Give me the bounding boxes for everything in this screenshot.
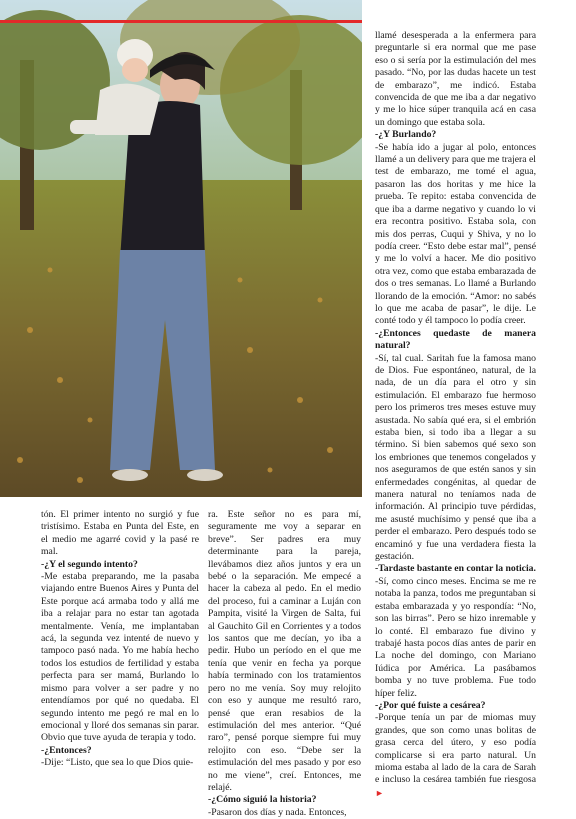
question-heading: -Tardaste bastante en contar la noticia.	[375, 563, 536, 575]
question-heading: -¿Cómo siguió la historia?	[208, 794, 317, 806]
paragraph: -Dije: “Listo, que sea lo que Dios quie-	[41, 757, 194, 769]
hero-photo	[0, 0, 362, 497]
paragraph	[375, 712, 536, 800]
paragraph: -Me estaba preparando, me la pasaba viajando entre Buenos Aires y Punta del Este porque acá armaba todo y allá me iba a relajar para no estar tan agotada mentalmente. Venía, me implantaban acá, la segunda vez intenté de nuevo y tampoco pasó nada. Yo me había hecho todos los estudios de fertilidad y estaba perfecta para ser mamá, Burlando lo mismo para volver a ser padre y no entendíamos por qué no quedaba. El segundo intento me pegó re mal en lo emocional y lloré dos semanas sin parar. Obvio que tuve ayuda de terapia y todo.	[41, 571, 199, 744]
photo-illustration	[0, 0, 362, 497]
paragraph: tón. El primer intento no surgió y fue tristísimo. Estaba en Punta del Este, en el medio me agarré covid y la pasé re mal.	[41, 509, 199, 558]
paragraph: -Se había ido a jugar al polo, entonces llamé a un delivery para que me trajera el test de embarazo, me tomé el agua, pasaron las dos horitas y me hice la prueba. Te repito: estaba convencida de que iba a darme negativo y cuando lo vi era recontra positivo. Estaba sola, con mis dos perras, Cuqui y Shiva, y no lo podía creer. “Esto debe estar mal”, pensé y me lo volví a hacer. Me dio positivo otra vez, como que estaba embarazada de dos o tres semanas. Lo llamé a Burlando llorando de la emoción. “Amor: no sabés lo que me acaba de pasar”, le dije. Le conté todo y él tampoco lo podía creer.	[375, 141, 536, 327]
question-heading: -¿Entonces quedaste de manera natural?	[375, 327, 536, 352]
end-marker-icon: ►	[375, 787, 384, 798]
paragraph: llamé desesperada a la enfermera para preguntarle si era normal que me pase eso o si sería por la estimulación del mes pasado. “No, por las dudas hacete un test de embarazo”, me indicó. Estaba convencida de que me iba a dar negativo y me lo hice súper tranquila acá en casa un domingo que estaba sola.	[375, 30, 536, 128]
paragraph: -Sí, tal cual. Saritah fue la famosa mano de Dios. Fue espontáneo, natural, de la nada, de un día para el otro y sin estimulación. El embarazo fue hermoso pero los primeros tres meses estuve muy asustada. No sabía qué era, si el embrión estaba bien, si todo iba a llegar a su término. Si bien sabemos qué sexo son los embriones que tenemos congelados y nos aseguramos de que estén sanos y sin enfermedades congénitas, al quedar de manera natural no teníamos nada de información. Al principio tuve pérdidas, me asusté muchísimo y pensé que iba a perder el embarazo. Pero después todo se encaminó y fue una verdadera fiesta la gestación.	[375, 352, 536, 563]
red-header-line	[0, 20, 362, 23]
paragraph: -Pasaron dos días y nada. Entonces,	[208, 806, 347, 818]
question-heading: -¿Y Burlando?	[375, 129, 437, 141]
paragraph: ra. Este señor no es para mí, seguramente me voy a separar en breve”. Ser padres era muy determinante para la pareja, llevábamos diez años juntos y era un bebé o la separación. Me empecé a hacer la cabeza al pedo. En el medio del proceso, fui a caminar a Luján con Pampita, visité la Virgen de Salta, fui al Gauchito Gil en Corrientes y a todos los santos que me decían, yo iba a pedir. Hubo un período en el que me tenía que venir en fecha ya porque había terminado con los tratamientos pero no me venía. Soy muy relojito con eso y aunque me resultó raro, pensé que eran resabios de la estimulación del mes anterior. “Qué raro”, pensé porque siempre fui muy relojito con eso. “Debe ser la estimulación del mes pasado y por eso no me viene”, creí. Entonces, me relajé.	[208, 509, 361, 793]
question-heading: -¿Entonces?	[41, 744, 92, 756]
article-column-2	[208, 509, 361, 819]
paragraph-text: -Porque tenía un par de miomas muy grandes, que son como unas bolitas de grasa cerca del útero, y eso podía complicarse si era parto natural. Un mioma estaba al lado de la cara de Sarah e incluso la cesárea también fue riesgosa	[375, 712, 536, 786]
paragraph: -Sí, como cinco meses. Encima se me re notaba la panza, todos me preguntaban si estaba embarazada y yo respondía: “No, son las birras”. Pero se hizo inremable y lo conté. El embarazo fue divino y trabajé hasta pocos días antes de parir en La noche del domingo, con Mariano Iúdica por América. La pasábamos bomba y no tuve problema. Fue todo híper feliz.	[375, 575, 536, 699]
article-column-1	[41, 509, 199, 770]
question-heading: -¿Y el segundo intento?	[41, 558, 138, 570]
question-heading: -¿Por qué fuiste a cesárea?	[375, 699, 486, 711]
article-column-3	[375, 30, 536, 800]
